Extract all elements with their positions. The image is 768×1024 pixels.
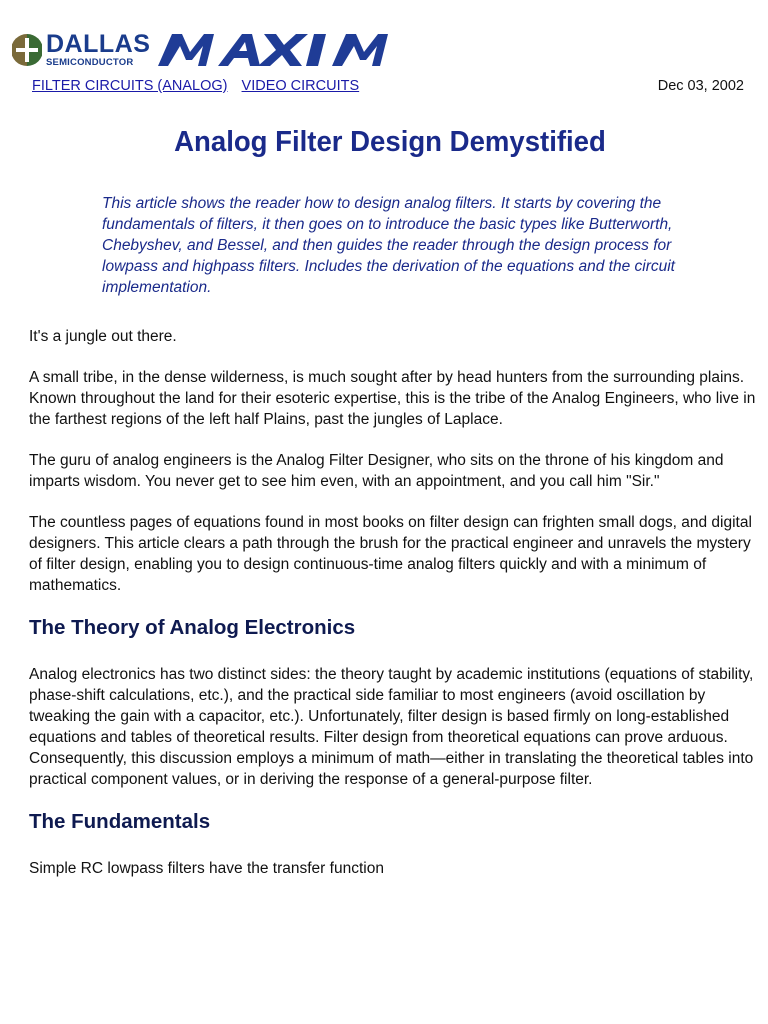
dallas-semiconductor-logo xyxy=(12,32,150,68)
section-heading-theory: The Theory of Analog Electronics xyxy=(29,616,356,639)
body-paragraph: It's a jungle out there. xyxy=(29,328,177,345)
body-paragraph: The guru of analog engineers is the Analog Filter Designer, who sits on the throne of his kingdom and imparts wisdom. You never get to see him even, with an appointment, and you call him "Sir." xyxy=(29,452,724,490)
publish-date: Dec 03, 2002 xyxy=(657,78,744,94)
video-circuits-link[interactable]: VIDEO CIRCUITS xyxy=(241,78,360,94)
body-paragraph: The countless pages of equations found in most books on filter design can frighten small dogs, and digital designers. This article clears a path through the brush for the practical engineer and unravels the mystery of filter design, enabling you to design continuous-time analog filters quickly and with a minimum of mathematics. xyxy=(29,514,752,594)
maxim-wordmark: MAXIM xyxy=(156,32,160,33)
dallas-wordmark: DALLAS xyxy=(46,30,151,59)
semiconductor-wordmark: SEMICONDUCTOR xyxy=(46,57,134,69)
category-nav xyxy=(32,78,369,94)
maxim-logo xyxy=(156,32,410,68)
filter-circuits-link[interactable]: FILTER CIRCUITS (ANALOG) xyxy=(32,78,228,94)
article-body xyxy=(29,326,759,899)
body-paragraph: A small tribe, in the dense wilderness, is much sought after by head hunters from the surrounding plains. Known throughout the land for their esoteric expertise, this is the tribe of the Analog Engineers, who live in the farthest regions of the left half Plains, past the jungles of Laplace. xyxy=(29,369,756,428)
article-abstract: This article shows the reader how to design analog filters. It starts by covering the fundamentals of filters, it then goes on to introduce the basic types like Butterworth, Chebyshev, and Bessel, and then guides the reader through the design process for lowpass and highpass filters. Includes the derivation of the equations and the circuit implementation. xyxy=(102,195,675,296)
site-header xyxy=(12,30,410,70)
section-heading-fundamentals: The Fundamentals xyxy=(29,810,211,833)
body-paragraph: Analog electronics has two distinct sides: the theory taught by academic institutions (equations of stability, phase-shift calculations, etc.), and the practical side familiar to most engineers (avoid oscillation by tweaking the gain with a capacitor, etc.). Unfortunately, filter design is based firmly on long-established equations and tables of theoretical results. Filter design from theoretical equations can prove arduous. Consequently, this discussion employs a minimum of math—either in translating the theoretical tables into practical component values, or in deriving the response of a general-purpose filter. xyxy=(29,666,754,788)
article-title: Analog Filter Design Demystified xyxy=(174,126,606,158)
dallas-mark-icon xyxy=(12,33,42,67)
body-paragraph: Simple RC lowpass filters have the transfer function xyxy=(29,860,384,877)
